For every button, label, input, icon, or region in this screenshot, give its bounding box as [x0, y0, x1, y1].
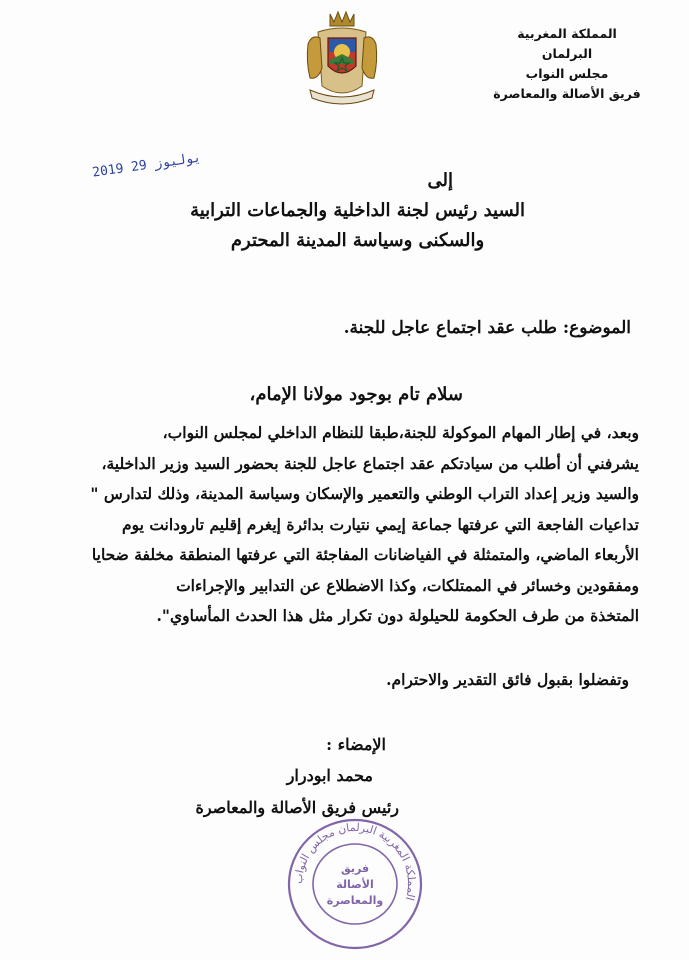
body-line: الأربعاء الماضي، والمتمثلة في الفياضانات المفاجئة التي عرفتها المنطقة مخلفة ضحايا	[91, 545, 639, 564]
seal-inner-line: والمعاصرة	[326, 894, 384, 907]
signature-label: الإمضاء :	[326, 735, 386, 754]
royal-emblem-icon	[300, 8, 384, 112]
party-seal-stamp	[280, 812, 430, 956]
header-line-house: مجلس النواب	[525, 66, 609, 81]
greeting: سلام تام بوجود مولانا الإمام،	[249, 384, 463, 405]
recipient-prefix: إلى	[427, 170, 453, 191]
body-line: وبعد، في إطار المهام الموكولة للجنة،طبقا للنظام الداخلي لمجلس النواب،	[162, 423, 639, 442]
subject-line	[344, 318, 631, 338]
recipient-line-1: السيد رئيس لجنة الداخلية والجماعات الترابية	[190, 200, 525, 221]
signatory-name: محمد ابودرار	[286, 766, 373, 785]
seal-outer-text: المملكة المغربية البرلمان مجلس النواب	[291, 820, 419, 902]
body-line: المتخذة من طرف الحكومة للحيلولة دون تكرار مثل هذا الحدث المأساوي".	[156, 606, 639, 625]
body-line: والسيد وزير إعداد التراب الوطني والتعمير والإسكان وسياسة المدينة، وذلك لتدارس "	[90, 484, 639, 503]
signatory-title: رئيس فريق الأصالة والمعاصرة	[195, 798, 399, 817]
body-line: تداعيات الفاجعة التي عرفتها جماعة إيمي نتيارت بدائرة إيغرم إقليم تارودانت يوم	[122, 514, 639, 534]
header-line-party-group: فريق الأصالة والمعاصرة	[493, 86, 641, 101]
recipient-block	[190, 196, 525, 256]
seal-inner-line: فريق	[340, 862, 370, 875]
closing-line: وتفضلوا بقبول فائق التقدير والاحترام.	[386, 670, 629, 689]
subject-text: طلب عقد اجتماع عاجل للجنة.	[343, 318, 557, 338]
header-line-kingdom: المملكة المغربية	[517, 26, 617, 41]
subject-label: الموضوع:	[562, 318, 631, 338]
body-line: يشرفني أن أطلب من سيادتكم عقد اجتماع عاجل للجنة بحضور السيد وزير الداخلية،	[101, 453, 639, 473]
header-line-parliament: البرلمان	[541, 46, 593, 61]
seal-inner-line: الأصالة	[336, 878, 374, 891]
header-organization	[467, 24, 667, 104]
letter-body	[49, 418, 639, 632]
recipient-line-2: والسكنى وسياسة المدينة المحترم	[230, 230, 485, 251]
date-stamp: 2019 يوليوز 29	[91, 150, 203, 181]
body-line: ومفقودين وخسائر في الممتلكات، وكذا الاضطلاع عن التدابير والإجراءات	[176, 575, 639, 595]
